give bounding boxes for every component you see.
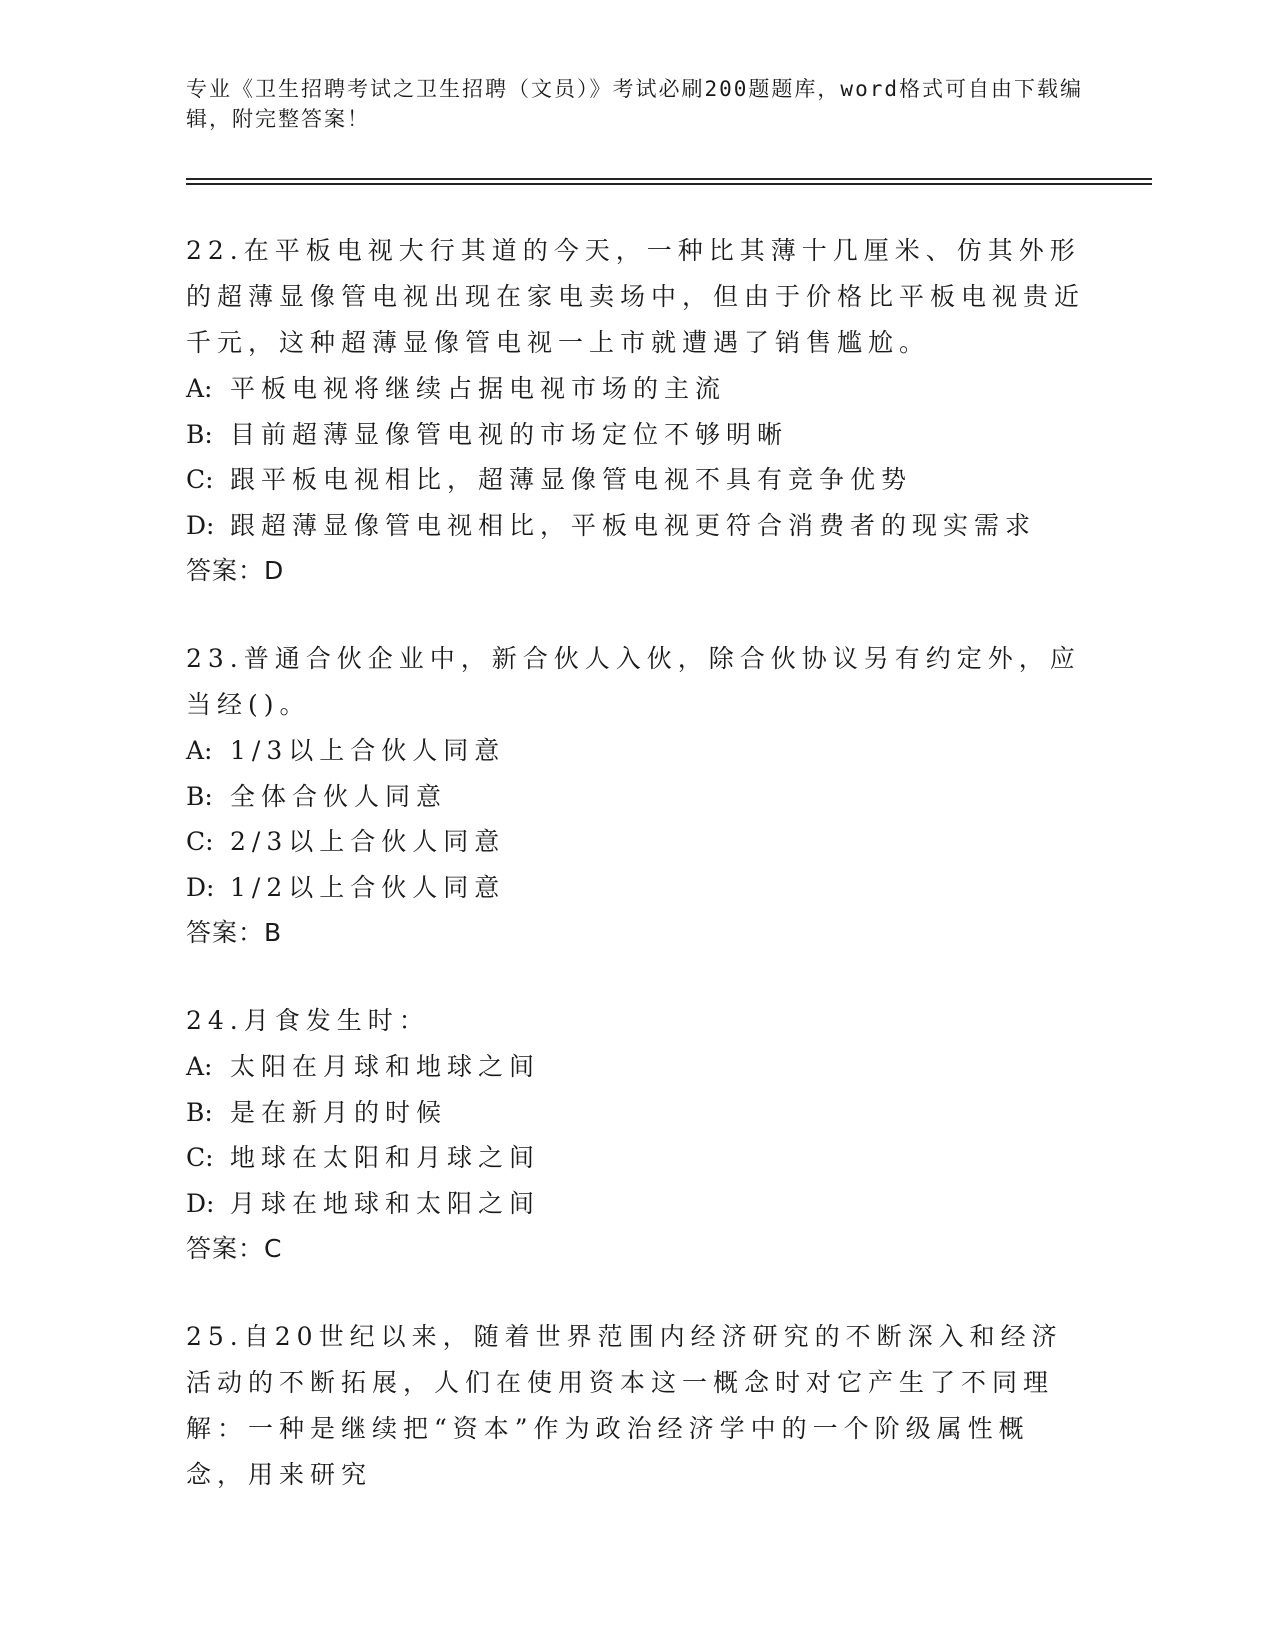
option-d [186,1181,1086,1227]
question-22 [186,228,1086,594]
option-letter: C: [186,465,214,494]
question-stem: 23.普通合伙企业中，新合伙人入伙，除合伙协议另有约定外，应当经()。 [186,644,1081,719]
option-text: 是在新月的时候 [230,1097,448,1127]
option-d [186,503,1086,549]
option-a [186,366,1086,412]
option-letter: C: [186,1143,214,1172]
option-a [186,1044,1086,1090]
option-c [186,457,1086,503]
question-24 [186,998,1086,1272]
option-letter: C: [186,827,214,856]
option-text: 太阳在月球和地球之间 [230,1052,541,1081]
option-letter: A: [186,374,213,403]
option-text: 1/2以上合伙人同意 [230,872,506,902]
question-25 [186,1314,1086,1498]
option-text: 全体合伙人同意 [230,781,448,811]
option-text: 2/3以上合伙人同意 [230,827,506,856]
option-text: 月球在地球和太阳之间 [230,1188,541,1218]
option-text: 平板电视将继续占据电视市场的主流 [230,374,727,403]
option-text: 跟平板电视相比，超薄显像管电视不具有竞争优势 [230,465,913,494]
option-b [186,1090,1086,1136]
option-d [186,865,1086,911]
option-letter: D: [186,872,215,902]
option-letter: A: [186,736,213,765]
option-text: 跟超薄显像管电视相比，平板电视更符合消费者的现实需求 [230,510,1037,540]
question-stem: 25.自20世纪以来，随着世界范围内经济研究的不断深入和经济活动的不断拓展，人们在使用资本这一概念时对它产生了不同理解：一种是继续把“资本”作为政治经济学中的一个阶级属性概念，用来研究 [186,1322,1063,1489]
option-letter: D: [186,1188,215,1218]
header-text: 专业《卫生招聘考试之卫生招聘（文员）》考试必刷200题题库，word格式可自由下载编辑，附完整答案！ [186,77,1083,131]
option-c [186,819,1086,865]
question-23 [186,636,1086,956]
option-text: 目前超薄显像管电视的市场定位不够明晰 [230,419,789,449]
question-stem: 22.在平板电视大行其道的今天，一种比其薄十几厘米、仿其外形的超薄显像管电视出现在家电卖场中，但由于价格比平板电视贵近千元，这种超薄显像管电视一上市就遭遇了销售尴尬。 [186,236,1086,357]
question-stem: 24.月食发生时： [186,1006,430,1035]
option-text: 地球在太阳和月球之间 [230,1143,541,1172]
option-c [186,1135,1086,1181]
option-b [186,774,1086,820]
answer-label: 答案：C [186,1234,283,1263]
option-letter: B: [186,781,213,811]
option-letter: D: [186,510,215,540]
option-b [186,412,1086,458]
option-letter: A: [186,1052,213,1081]
option-letter: B: [186,419,213,449]
answer-label: 答案：D [186,556,285,585]
question-list [186,228,1086,1540]
header-divider-bottom [186,183,1152,185]
option-a [186,728,1086,774]
answer-label: 答案：B [186,918,283,947]
option-text: 1/3以上合伙人同意 [230,736,506,765]
header-divider-top [186,178,1152,180]
document-header [186,74,1086,134]
option-letter: B: [186,1097,213,1127]
